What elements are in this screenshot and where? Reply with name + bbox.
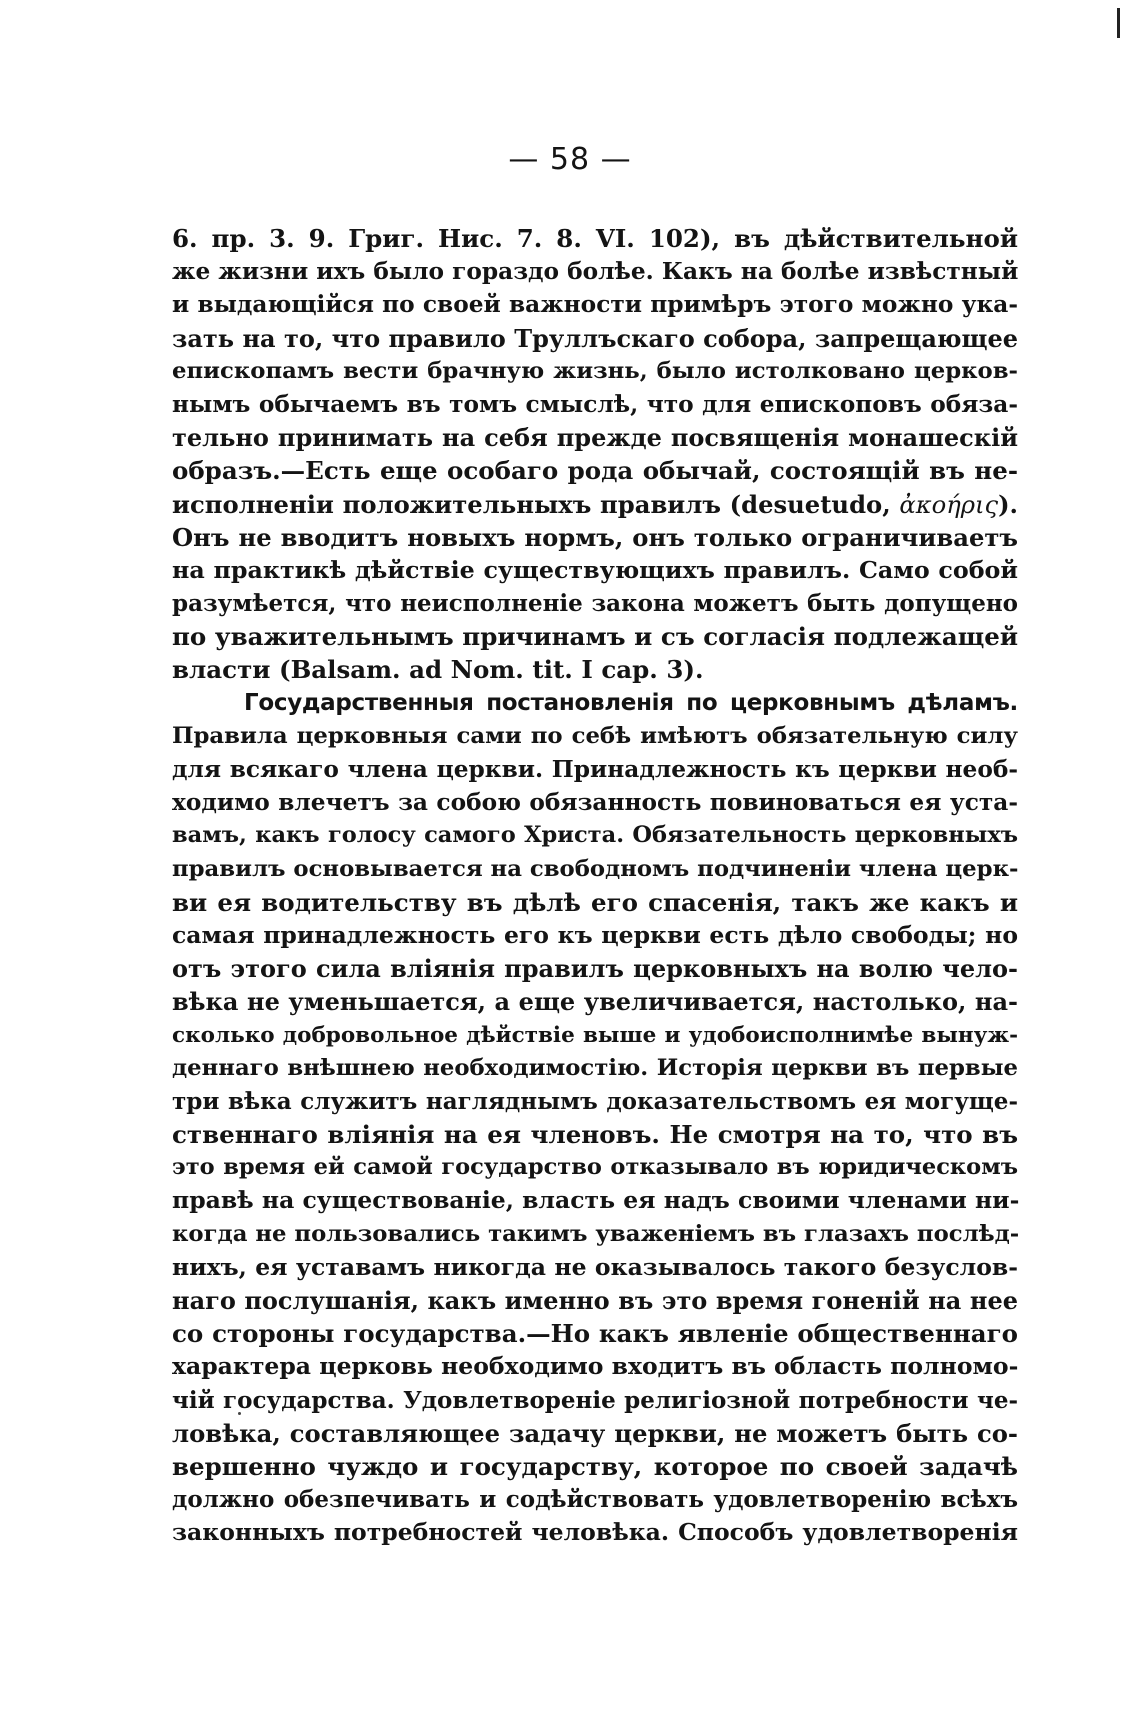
text-line: на практикѣ дѣйствіе существующихъ правилъ. Само собой xyxy=(172,555,1018,584)
text-line: самая принадлежность его къ церкви есть дѣло свободы; но xyxy=(172,920,1018,949)
text-line: епископамъ вести брачную жизнь, было истолковано церков- xyxy=(172,357,1018,384)
text-line: ви ея водительству въ дѣлѣ его спасенія, такъ же какъ и xyxy=(172,887,1018,917)
text-line: сколько добровольное дѣйствіе выше и удобоисполнимѣе вынуж- xyxy=(172,1022,1018,1048)
text-line: образъ.—Есть еще особаго рода обычай, состоящій въ не- xyxy=(172,456,1018,486)
text-line: разумѣется, что неисполненіе закона можетъ быть допущено xyxy=(172,590,1018,618)
text-line: ловѣка, составляющее задачу церкви, не можетъ быть со- xyxy=(172,1418,1018,1448)
text-line: характера церковь необходимо входитъ въ область полномо- xyxy=(172,1352,1019,1381)
text-line: зать на то, что правило Труллъскаго собора, запрещающее xyxy=(172,323,1018,353)
text-line-with-greek xyxy=(172,488,1018,521)
scan-edge-mark xyxy=(1117,8,1120,38)
greek-tail: ). xyxy=(998,489,1018,519)
text-line: по уважительнымъ причинамъ и съ согласія подлежащей xyxy=(172,622,1018,652)
text-line: вѣка не уменьшается, а еще увеличивается, настолько, на- xyxy=(172,987,1018,1017)
section-heading: Государственныя постановленія по церковнымъ дѣламъ. xyxy=(244,689,1018,716)
text-line: правилъ основывается на свободномъ подчиненіи члена церк- xyxy=(172,855,1019,882)
page-number: — 58 — xyxy=(508,142,632,177)
text-line: и выдающійся по своей важности примѣръ этого можно ука- xyxy=(172,291,1018,319)
text-line: законныхъ потребностей человѣка. Способъ удовлетворенія xyxy=(172,1518,1018,1547)
text-line: для всякаго члена церкви. Принадлежность къ церкви необ- xyxy=(172,756,1018,783)
text-line: же жизни ихъ было гораздо болѣе. Какъ на болѣе извѣстный xyxy=(172,258,1019,286)
text-line: должно обезпечивать и содѣйствовать удовлетворенію всѣхъ xyxy=(172,1486,1018,1514)
text-line: нихъ, ея уставамъ никогда не оказывалось такого безуслов- xyxy=(172,1252,1018,1281)
greek-word: ἀκοήρις xyxy=(899,489,999,519)
text-line: наго послушанія, какъ именно въ это время гоненій на нее xyxy=(172,1286,1018,1315)
text-line: со стороны государства.—Но какъ явленіе общественнаго xyxy=(172,1319,1018,1349)
text-line: правѣ на существованіе, власть ея надъ своими членами ни- xyxy=(172,1186,1020,1215)
text-line: Онъ не вводитъ новыхъ нормъ, онъ только ограничиваетъ xyxy=(172,522,1018,552)
text-line: Правила церковныя сами по себѣ имѣютъ обязательную силу xyxy=(172,722,1018,749)
text-line-part: исполненіи положительныхъ правилъ (desuetudo, xyxy=(172,489,900,519)
text-line: это время ей самой государство отказывало въ юридическомъ xyxy=(172,1154,1018,1181)
text-line: власти (Balsam. ad Nom. tit. I cap. 3). xyxy=(172,655,704,685)
text-line: вамъ, какъ голосу самого Христа. Обязательность церковныхъ xyxy=(172,822,1018,849)
text-line: отъ этого сила вліянія правилъ церковныхъ на волю чело- xyxy=(172,954,1018,984)
text-line: деннаго внѣшнею необходимостію. Исторія церкви въ первые xyxy=(172,1054,1018,1081)
text-line: 6. пр. 3. 9. Григ. Нис. 7. 8. VI. 102), въ дѣйствительной xyxy=(172,224,1018,253)
text-line: ственнаго вліянія на ея членовъ. Не смотря на то, что въ xyxy=(172,1120,1018,1150)
text-line: ходимо влечетъ за собою обязанность повиноваться ея уста- xyxy=(172,789,1018,817)
text-line: когда не пользовались такимъ уваженіемъ въ глазахъ послѣд- xyxy=(172,1220,1020,1247)
text-line: три вѣка служитъ нагляднымъ доказательствомъ ея могуще- xyxy=(172,1087,1018,1115)
body-text xyxy=(172,222,1018,1550)
text-line: чій государства. Удовлетвореніе религіозной потребности че- xyxy=(172,1386,1018,1414)
text-line: нымъ обычаемъ въ томъ смыслѣ, что для епископовъ обяза- xyxy=(172,390,1018,418)
text-line: вершенно чуждо и государству, которое по своей задачѣ xyxy=(172,1451,1018,1481)
text-line: тельно принимать на себя прежде посвященія монашескій xyxy=(172,423,1018,453)
